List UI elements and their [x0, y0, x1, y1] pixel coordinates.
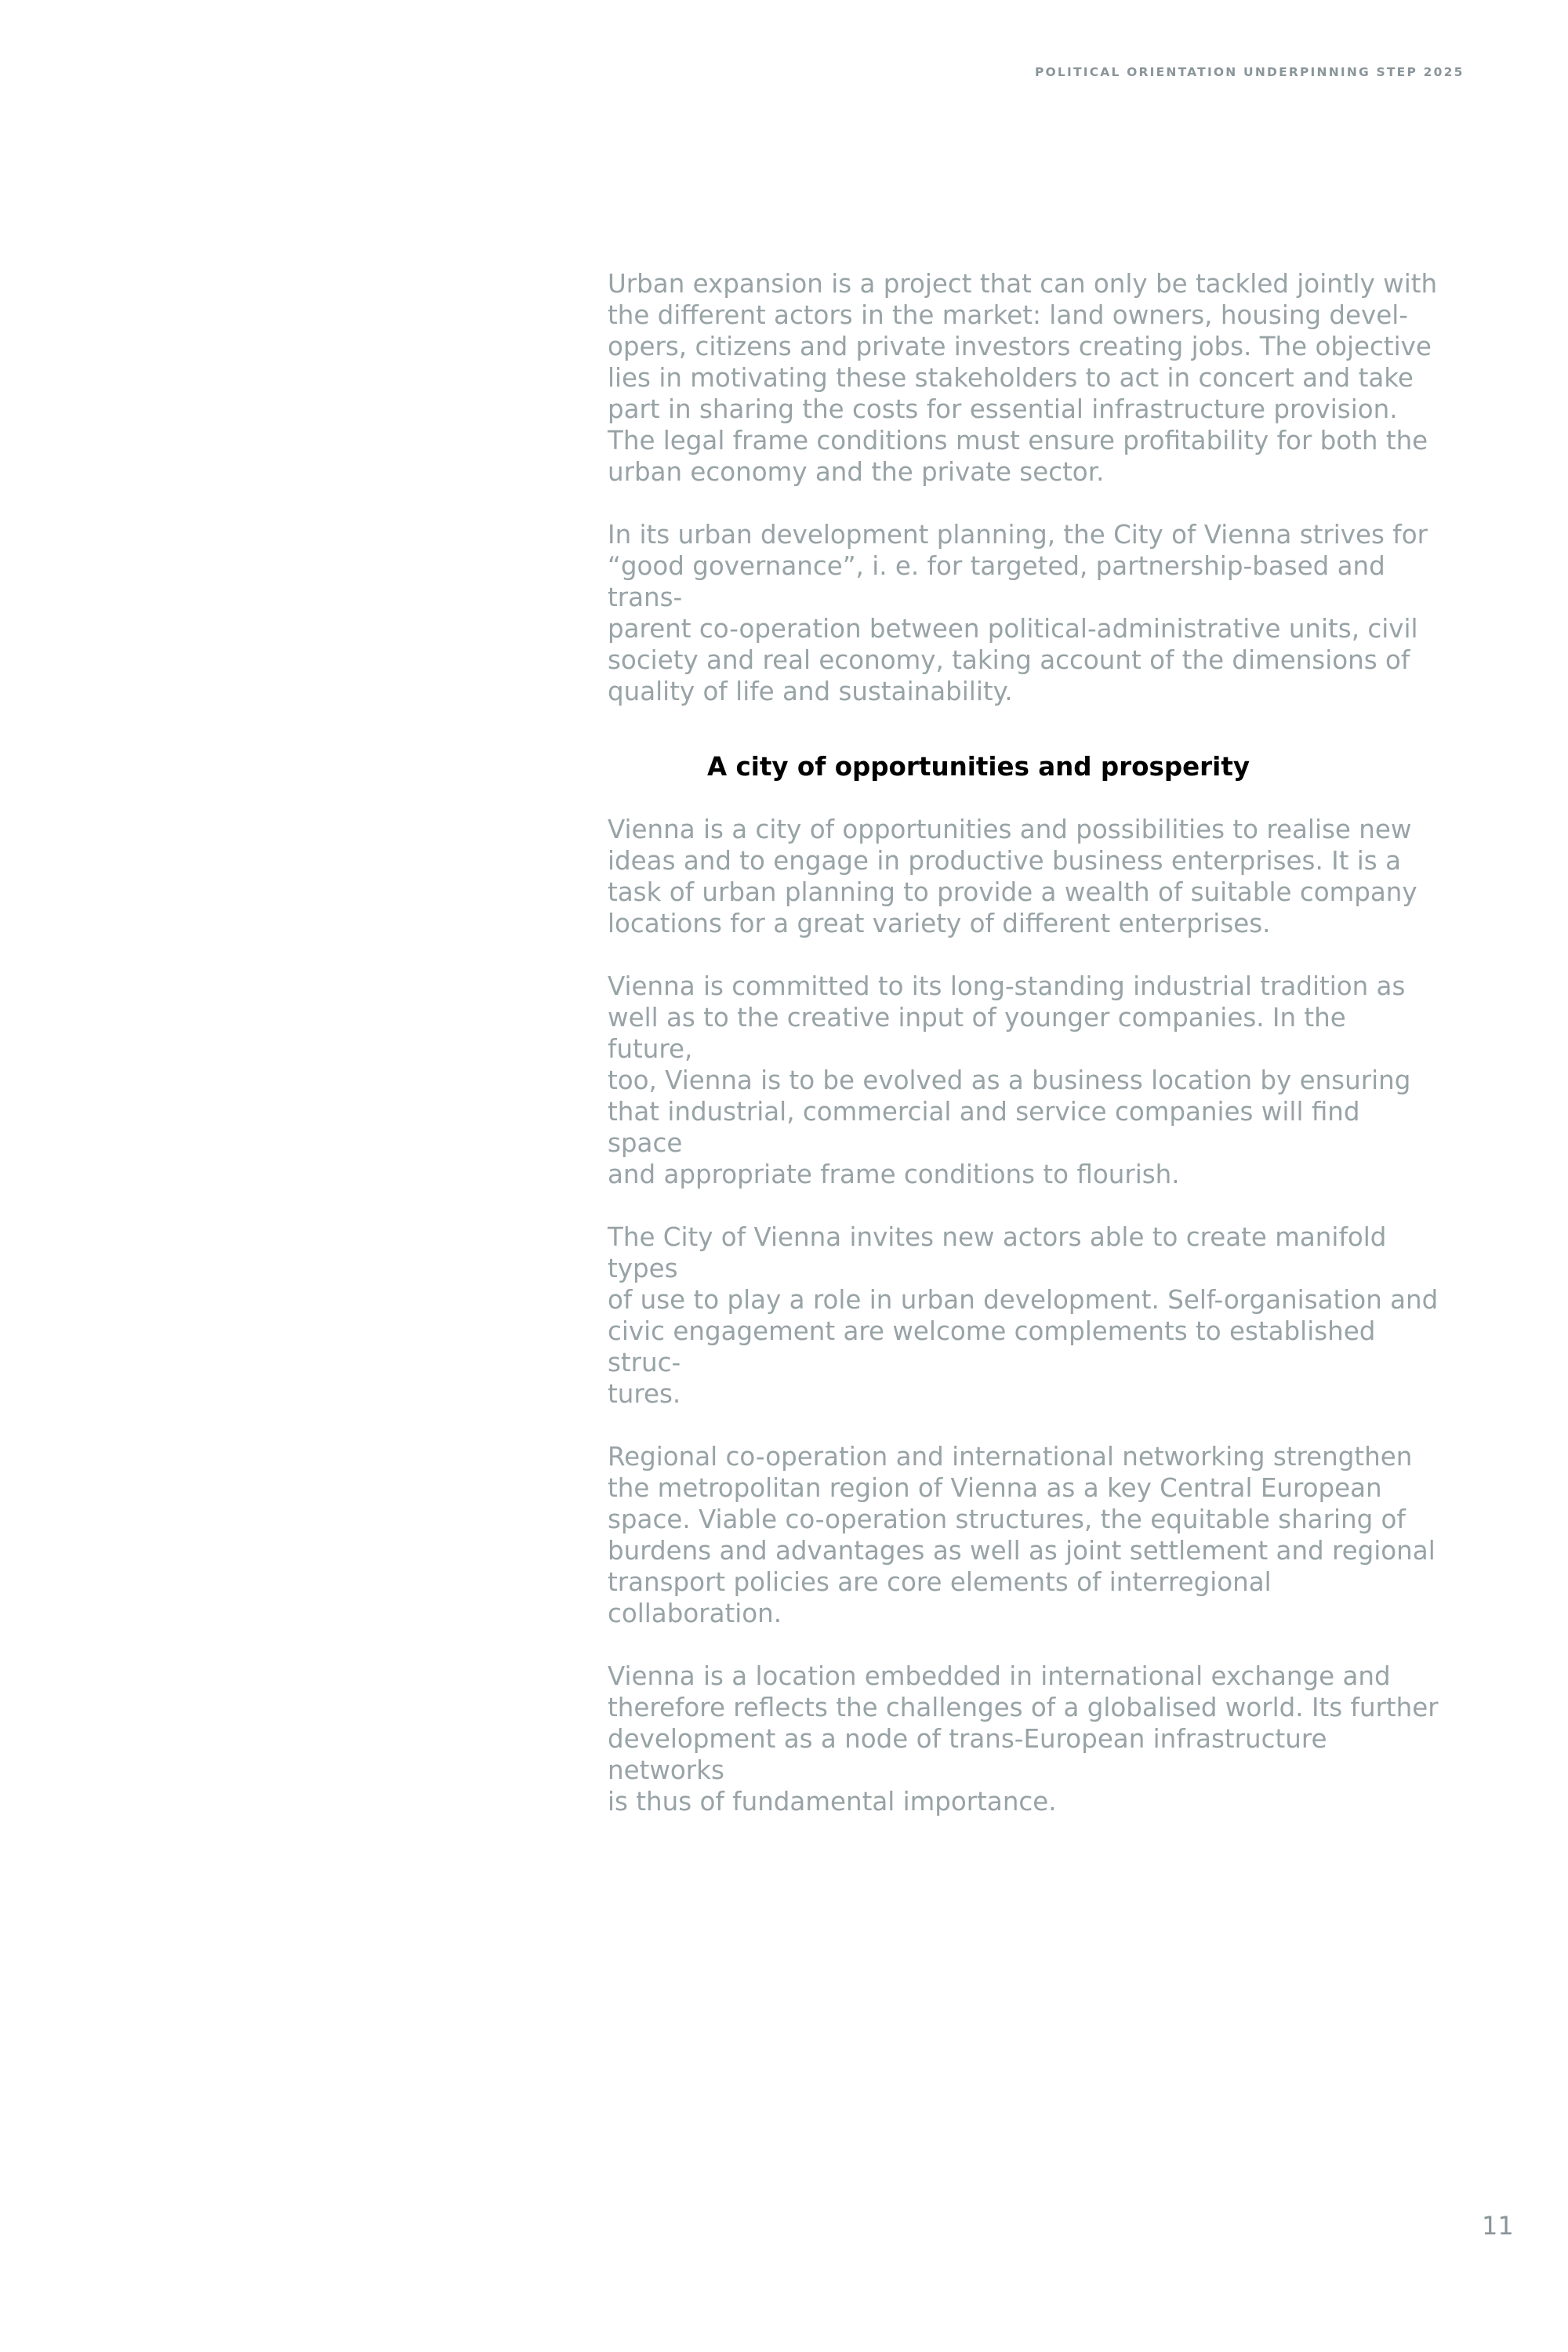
- section-paragraph-3: The City of Vienna invites new actors able to create manifold types of use to play a role in urban development. Self-organisation and civic engagement are welcome complements to established struc- tures.: [608, 1222, 1439, 1409]
- main-text-column: [608, 268, 1439, 1849]
- running-header: POLITICAL ORIENTATION UNDERPINNING STEP 2025: [1035, 65, 1465, 79]
- section-paragraph-2: Vienna is committed to its long-standing industrial tradition as well as to the creative input of younger companies. In the future, too, Vienna is to be evolved as a business location by ensuring that industrial, commercial and service companies will find space and appropriate frame conditions to flourish.: [608, 971, 1411, 1189]
- section-paragraph-4: Regional co-operation and international networking strengthen the metropolitan region of Vienna as a key Central European space. Viable co-operation structures, the equitable sharing of burdens and advantages as well as joint settlement and regional transport policies are core elements of interregional collaboration.: [608, 1442, 1436, 1628]
- intro-paragraph-2: In its urban development planning, the City of Vienna strives for “good governance”, i. e. for targeted, partnership-based and trans- parent co-operation between political-administrative units, civil society and real economy, taking account of the dimensions of quality of life and sustainability.: [608, 520, 1428, 706]
- section-heading: A city of opportunities and prosperity: [707, 752, 1250, 782]
- page-number: 11: [1482, 2211, 1514, 2241]
- intro-paragraph-1: Urban expansion is a project that can only be tackled jointly with the different actors in the market: land owners, housing devel- opers, citizens and private investors creating jobs. The objective lies in motivating these stakeholders to act in concert and take part in sharing the costs for essential infrastructure provision. The legal frame conditions must ensure profitability for both the urban economy and the private sector.: [608, 269, 1438, 487]
- section-paragraph-5: Vienna is a location embedded in international exchange and therefore reflects the challenges of a globalised world. Its further development as a node of trans-European infrastructure networks is thus of fundamental importance.: [608, 1661, 1439, 1817]
- section-paragraph-1: Vienna is a city of opportunities and possibilities to realise new ideas and to engage in productive business enterprises. It is a task of urban planning to provide a wealth of suitable company locations for a great variety of different enterprises.: [608, 815, 1417, 938]
